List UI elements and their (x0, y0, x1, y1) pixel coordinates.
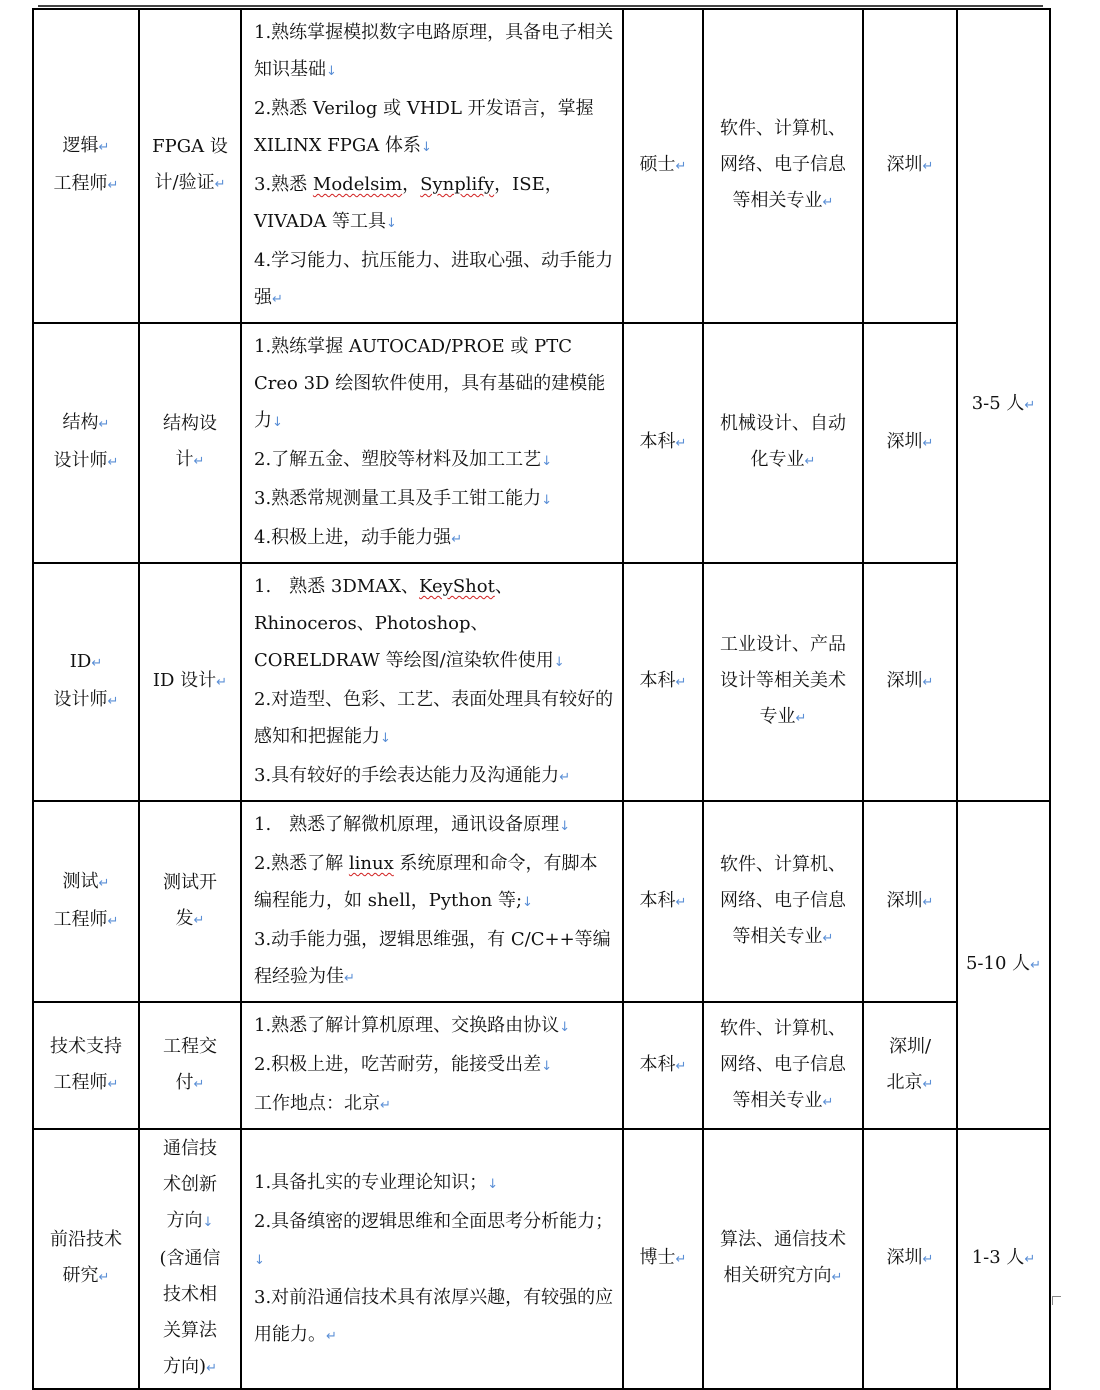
location-cell: 深圳↵ (863, 801, 957, 1002)
location-cell: 深圳↵ (863, 563, 957, 801)
direction-cell: 结构设 计↵ (139, 323, 241, 563)
table-row (33, 563, 1050, 801)
direction-cell: 通信技 术创新 方向↓ (含通信 技术相 关算法 方向)↵ (139, 1129, 241, 1389)
requirements-cell: 1.熟练掌握 AUTOCAD/PROE 或 PTC Creo 3D 绘图软件使用，具有基础的建模能力↓ 2.了解五金、塑胶等材料及加工工艺↓ 3.熟悉常规测量工具及手工钳工能力↓ 4.积极上进，动手能力强↵ (241, 323, 623, 563)
recruitment-table (32, 8, 1051, 1390)
position-cell: ID↵ 设计师↵ (33, 563, 139, 801)
headcount-cell: 1-3 人↵ (957, 1129, 1050, 1389)
position-cell: 结构↵ 设计师↵ (33, 323, 139, 563)
requirements-cell: 1.熟练掌握模拟数字电路原理，具备电子相关知识基础↓ 2.熟悉 Verilog 或 VHDL 开发语言，掌握 XILINX FPGA 体系↓ 3.熟悉 Modelsim，Synplify，ISE，VIVADA 等工具↓ 4.学习能力、抗压能力、进取心强、动手能力强↵ (241, 9, 623, 323)
degree-cell: 本科↵ (623, 563, 703, 801)
position-cell: 前沿技术 研究↵ (33, 1129, 139, 1389)
table-row (33, 323, 1050, 563)
location-cell: 深圳↵ (863, 9, 957, 323)
degree-cell: 博士↵ (623, 1129, 703, 1389)
major-cell: 软件、计算机、 网络、电子信息 等相关专业↵ (703, 1002, 863, 1129)
spellcheck-word: Synplify (420, 174, 495, 195)
table-row (33, 9, 1050, 323)
direction-cell: 工程交 付↵ (139, 1002, 241, 1129)
direction-cell: ID 设计↵ (139, 563, 241, 801)
degree-cell: 本科↵ (623, 801, 703, 1002)
requirements-cell: 1.熟悉了解计算机原理、交换路由协议↓ 2.积极上进，吃苦耐劳，能接受出差↓ 工作地点：北京↵ (241, 1002, 623, 1129)
major-cell: 软件、计算机、 网络、电子信息 等相关专业↵ (703, 9, 863, 323)
major-cell: 工业设计、产品 设计等相关美术 专业↵ (703, 563, 863, 801)
headcount-cell: 3-5 人↵ (957, 9, 1050, 801)
location-cell: 深圳/ 北京↵ (863, 1002, 957, 1129)
degree-cell: 本科↵ (623, 323, 703, 563)
degree-cell: 硕士↵ (623, 9, 703, 323)
position-cell: 技术支持 工程师↵ (33, 1002, 139, 1129)
position-cell: 测试↵ 工程师↵ (33, 801, 139, 1002)
degree-cell: 本科↵ (623, 1002, 703, 1129)
direction-cell: FPGA 设 计/验证↵ (139, 9, 241, 323)
table-row (33, 1002, 1050, 1129)
spellcheck-word: Modelsim (312, 174, 403, 195)
major-cell: 软件、计算机、 网络、电子信息 等相关专业↵ (703, 801, 863, 1002)
requirements-cell: 1. 熟悉了解微机原理，通讯设备原理↓ 2.熟悉了解 linux 系统原理和命令，有脚本编程能力，如 shell，Python 等;↓ 3.动手能力强，逻辑思维强，有 C/C++等编程经验为佳↵ (241, 801, 623, 1002)
location-cell: 深圳↵ (863, 323, 957, 563)
spellcheck-word: KeyShot (419, 576, 495, 597)
location-cell: 深圳↵ (863, 1129, 957, 1389)
major-cell: 算法、通信技术 相关研究方向↵ (703, 1129, 863, 1389)
requirements-cell: 1.具备扎实的专业理论知识；↓ 2.具备缜密的逻辑思维和全面思考分析能力；↓ 3.对前沿通信技术具有浓厚兴趣，有较强的应用能力。↵ (241, 1129, 623, 1389)
position-cell: 逻辑↵ 工程师↵ (33, 9, 139, 323)
major-cell: 机械设计、自动 化专业↵ (703, 323, 863, 563)
spellcheck-word: linux (348, 853, 394, 874)
requirements-cell: 1. 熟悉 3DMAX、KeyShot、Rhinoceros、Photoshop、CORELDRAW 等绘图/渲染软件使用↓ 2.对造型、色彩、工艺、表面处理具有较好的感知和把握能力↓ 3.具有较好的手绘表达能力及沟通能力↵ (241, 563, 623, 801)
top-border-line (38, 5, 1043, 7)
table-row (33, 1129, 1050, 1389)
direction-cell: 测试开 发↵ (139, 801, 241, 1002)
headcount-cell: 5-10 人↵ (957, 801, 1050, 1129)
table-row (33, 801, 1050, 1002)
